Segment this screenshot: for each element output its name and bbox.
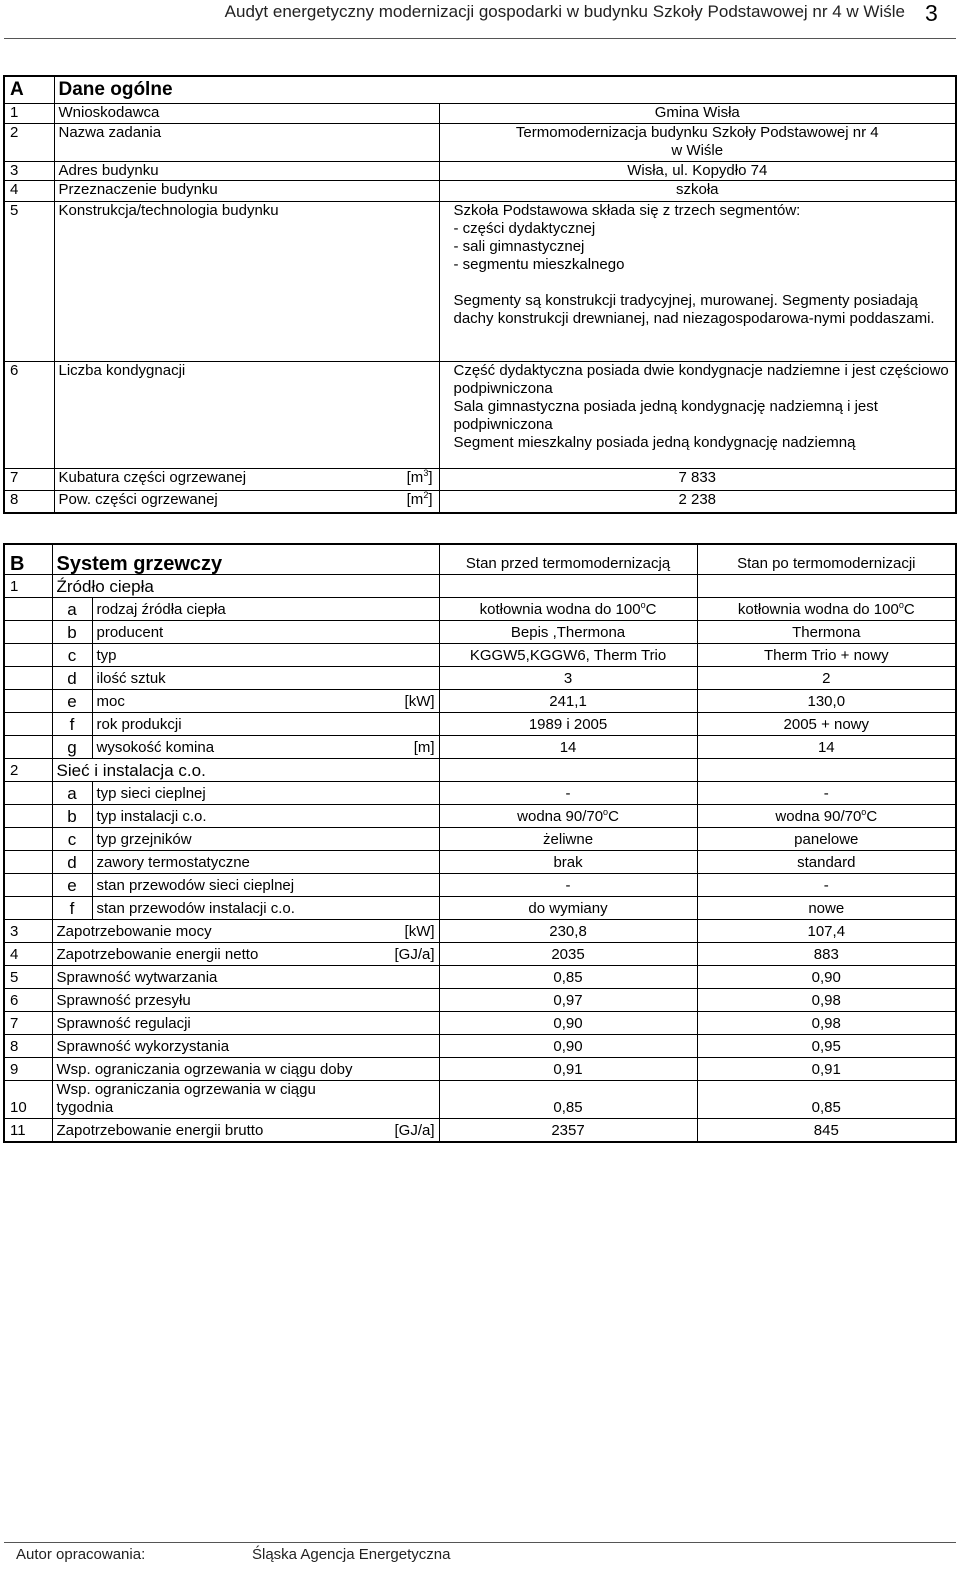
row-label (54, 491, 439, 513)
row-unit (407, 491, 435, 509)
sub-letter: g (52, 736, 92, 759)
group-number: 2 (4, 759, 52, 782)
value-before-text: żeliwne (543, 831, 594, 848)
value-before (439, 1012, 697, 1035)
row-number: 9 (4, 1058, 52, 1081)
value-after-text: Therm Trio + nowy (763, 647, 889, 664)
value-before-text: 2035 (551, 946, 585, 963)
row-unit (357, 1035, 439, 1058)
row-label (54, 162, 439, 181)
row-label: Sprawność przesyłu (52, 989, 357, 1012)
value-before-text: 3 (563, 670, 573, 687)
row-number: 7 (4, 1012, 52, 1035)
value-before (439, 713, 697, 736)
value-after (697, 1012, 956, 1035)
row-number: 6 (4, 989, 52, 1012)
empty-cell (4, 874, 52, 897)
sub-unit (357, 782, 439, 805)
degree-sign: o (898, 600, 904, 610)
sub-label: moc (92, 690, 357, 713)
row-label-text: Przeznaczenie budynku (58, 181, 218, 198)
summary-row (4, 966, 956, 989)
summary-row (4, 1081, 956, 1119)
unit-suffix: C (903, 601, 915, 618)
value-after-text: standard (797, 854, 856, 871)
row-unit (357, 1081, 439, 1119)
sub-row (4, 667, 956, 690)
sub-row (4, 690, 956, 713)
row-label-text: Adres budynku (58, 162, 159, 179)
row-value: 7 833 (439, 469, 956, 491)
value-before-text: 241,1 (549, 693, 587, 710)
empty-cell (4, 828, 52, 851)
page-number: 3 (925, 0, 938, 26)
row-value: Szkoła Podstawowa składa się z trzech segmentów: - części dydaktycznej - sali gimnastycznej - segmentu mieszkalnego Segmenty są konstrukcji tradycyjnej, murowanej. Segmenty posiadają dachy konstrukcji drewnianej, nad niezagospodarowa-nymi poddaszami. (439, 202, 956, 362)
value-after (697, 828, 956, 851)
value-before (439, 966, 697, 989)
value-before-text: 230,8 (549, 923, 587, 940)
row-label (54, 202, 439, 362)
value-before (439, 897, 697, 920)
general-row (4, 181, 956, 202)
row-number: 4 (4, 943, 52, 966)
value-after-text: 0,98 (811, 992, 841, 1009)
section-a-letter: A (4, 76, 54, 104)
row-number: 3 (4, 920, 52, 943)
row-number: 7 (4, 469, 54, 491)
empty-cell (4, 667, 52, 690)
degree-sign: o (861, 807, 867, 817)
sub-row (4, 828, 956, 851)
sub-row (4, 644, 956, 667)
row-number: 2 (4, 124, 54, 162)
summary-row (4, 1012, 956, 1035)
value-after (697, 598, 956, 621)
value-after-text: 2 (822, 670, 831, 687)
empty-cell (4, 782, 52, 805)
header-divider (4, 38, 956, 39)
value-after (697, 989, 956, 1012)
general-row (4, 162, 956, 181)
sub-letter: a (52, 598, 92, 621)
sub-letter: a (52, 782, 92, 805)
sub-letter: d (52, 667, 92, 690)
unit-end: ] (428, 491, 433, 508)
row-number: 3 (4, 162, 54, 181)
row-number: 10 (4, 1081, 52, 1119)
value-after-text: 0,90 (811, 969, 841, 986)
value-after (697, 690, 956, 713)
row-label (54, 469, 439, 491)
value-before (439, 1058, 697, 1081)
empty-cell (4, 805, 52, 828)
value-after (697, 966, 956, 989)
row-value: Gmina Wisła (439, 104, 956, 124)
row-label-text: Wnioskodawca (58, 104, 160, 121)
row-label (54, 362, 439, 469)
value-after-text: kotłownia wodna do 100 (737, 601, 899, 618)
group-header-row (4, 575, 956, 598)
section-b-letter: B (4, 544, 52, 575)
value-before-text: Bepis ,Thermona (510, 624, 626, 641)
empty-cell (4, 690, 52, 713)
section-a-header (4, 76, 956, 104)
sub-unit (357, 667, 439, 690)
value-before-text: 0,91 (553, 1061, 583, 1078)
general-data-table (3, 75, 957, 514)
value-after (697, 644, 956, 667)
row-number: 11 (4, 1119, 52, 1143)
value-before (439, 1119, 697, 1143)
row-label: Sprawność wytwarzania (52, 966, 357, 989)
unit-end: ] (428, 469, 433, 486)
value-before-text: 0,85 (553, 1099, 583, 1116)
sub-row (4, 598, 956, 621)
value-after (697, 897, 956, 920)
row-label: Zapotrzebowanie energii brutto (52, 1119, 357, 1143)
sub-unit (357, 598, 439, 621)
general-row (4, 104, 956, 124)
summary-row (4, 1119, 956, 1143)
footer-divider (4, 1542, 956, 1543)
summary-row (4, 1035, 956, 1058)
value-before-text: kotłownia wodna do 100 (479, 601, 641, 618)
empty-cell (697, 575, 956, 598)
sub-label: wysokość komina (92, 736, 357, 759)
unit-suffix: C (866, 808, 878, 825)
row-label-text: Kubatura części ogrzewanej (58, 469, 247, 486)
value-after (697, 851, 956, 874)
value-before-text: 1989 i 2005 (528, 716, 608, 733)
summary-row (4, 989, 956, 1012)
value-after (697, 1119, 956, 1143)
row-number: 1 (4, 104, 54, 124)
sub-unit (357, 851, 439, 874)
value-before-text: 14 (559, 739, 577, 756)
value-after (697, 805, 956, 828)
row-number: 4 (4, 181, 54, 202)
value-after-text: Thermona (792, 624, 861, 641)
sub-label: stan przewodów instalacji c.o. (92, 897, 357, 920)
value-after-text: 130,0 (807, 693, 846, 710)
value-after-text: 107,4 (807, 923, 846, 940)
row-label: Sprawność regulacji (52, 1012, 357, 1035)
value-before-text: 2357 (551, 1122, 585, 1139)
sub-letter: e (52, 690, 92, 713)
value-after (697, 782, 956, 805)
value-before (439, 805, 697, 828)
general-row (4, 469, 956, 491)
empty-cell (4, 598, 52, 621)
value-after (697, 874, 956, 897)
row-number: 5 (4, 202, 54, 362)
row-label: Wsp. ograniczania ogrzewania w ciągu tygodnia (52, 1081, 357, 1119)
row-unit: [kW] (357, 920, 439, 943)
value-after-text: 0,85 (811, 1099, 841, 1116)
row-unit (357, 1012, 439, 1035)
sub-label: zawory termostatyczne (92, 851, 357, 874)
sub-letter: c (52, 828, 92, 851)
row-number: 8 (4, 1035, 52, 1058)
value-before (439, 736, 697, 759)
degree-sign: o (640, 600, 646, 610)
sub-label: rok produkcji (92, 713, 357, 736)
row-label-text: Liczba kondygnacji (58, 362, 186, 379)
sub-row (4, 805, 956, 828)
sub-label: typ (92, 644, 357, 667)
group-label: Sieć i instalacja c.o. (52, 759, 439, 782)
group-number: 1 (4, 575, 52, 598)
row-unit (357, 989, 439, 1012)
empty-cell (4, 713, 52, 736)
group-label: Źródło ciepła (52, 575, 439, 598)
value-after (697, 713, 956, 736)
row-label: Wsp. ograniczania ogrzewania w ciągu doby (52, 1058, 357, 1081)
sub-letter: f (52, 713, 92, 736)
value-before (439, 1081, 697, 1119)
row-unit (407, 469, 435, 487)
value-before-text: KGGW5,KGGW6, Therm Trio (469, 647, 667, 664)
row-label (54, 104, 439, 124)
row-label (54, 181, 439, 202)
row-unit (357, 1058, 439, 1081)
general-row (4, 362, 956, 469)
value-after-text: 0,95 (811, 1038, 841, 1055)
value-after-text: 0,91 (811, 1061, 841, 1078)
sub-label: typ instalacji c.o. (92, 805, 357, 828)
summary-row (4, 1058, 956, 1081)
value-before (439, 667, 697, 690)
section-b-header (4, 544, 956, 575)
value-before (439, 851, 697, 874)
value-before-text: 0,97 (553, 992, 583, 1009)
document-title: Audyt energetyczny modernizacji gospodarki w budynku Szkoły Podstawowej nr 4 w Wiśle (224, 2, 905, 21)
footer-author-label: Autor opracowania: (16, 1546, 146, 1563)
summary-row (4, 943, 956, 966)
column-after: Stan po termomodernizacji (697, 544, 956, 575)
sub-row (4, 874, 956, 897)
value-after-text: 883 (813, 946, 839, 963)
value-before (439, 828, 697, 851)
empty-cell (4, 621, 52, 644)
row-number: 5 (4, 966, 52, 989)
sub-unit (357, 621, 439, 644)
row-unit: [GJ/a] (357, 943, 439, 966)
sub-unit: [m] (357, 736, 439, 759)
empty-cell (4, 644, 52, 667)
sub-unit (357, 874, 439, 897)
sub-letter: c (52, 644, 92, 667)
row-value: Część dydaktyczna posiada dwie kondygnacje nadziemne i jest częściowo podpiwniczona Sala gimnastyczna posiada jedną kondygnację nadziemną i jest podpiwniczona Segment mieszkalny posiada jedną kondygnację nadziemną (439, 362, 956, 469)
value-before-text: wodna 90/70 (517, 808, 604, 825)
empty-cell (697, 759, 956, 782)
sub-letter: b (52, 805, 92, 828)
value-before (439, 1035, 697, 1058)
value-before (439, 943, 697, 966)
unit-base: [m (406, 491, 424, 508)
unit-exponent: 2 (423, 490, 429, 500)
sub-label: typ grzejników (92, 828, 357, 851)
value-after (697, 1058, 956, 1081)
general-row (4, 124, 956, 162)
sub-unit (357, 713, 439, 736)
value-after-text: 2005 + nowy (783, 716, 870, 733)
sub-letter: d (52, 851, 92, 874)
sub-label: stan przewodów sieci cieplnej (92, 874, 357, 897)
value-after (697, 1035, 956, 1058)
row-label: Sprawność wykorzystania (52, 1035, 357, 1058)
value-before (439, 920, 697, 943)
value-before-text: do wymiany (528, 900, 608, 917)
group-header-row (4, 759, 956, 782)
page-header (0, 0, 960, 40)
row-unit: [GJ/a] (357, 1119, 439, 1143)
row-number: 6 (4, 362, 54, 469)
column-before: Stan przed termomodernizacją (439, 544, 697, 575)
row-value: Termomodernizacja budynku Szkoły Podstawowej nr 4 w Wiśle (439, 124, 956, 162)
unit-base: [m (406, 469, 424, 486)
unit-exponent: 3 (423, 468, 429, 478)
heating-system-table (3, 543, 957, 1143)
unit-suffix: C (645, 601, 657, 618)
footer-author: Śląska Agencja Energetyczna (252, 1546, 451, 1563)
sub-label: producent (92, 621, 357, 644)
sub-unit (357, 828, 439, 851)
sub-label: rodzaj źródła ciepła (92, 598, 357, 621)
row-label-text: Nazwa zadania (58, 124, 162, 141)
row-label-text: Konstrukcja/technologia budynku (58, 202, 279, 219)
row-value: Wisła, ul. Kopydło 74 (439, 162, 956, 181)
value-after (697, 920, 956, 943)
value-after (697, 943, 956, 966)
sub-unit: [kW] (357, 690, 439, 713)
sub-row (4, 736, 956, 759)
empty-cell (4, 851, 52, 874)
summary-row (4, 920, 956, 943)
unit-suffix: C (608, 808, 619, 825)
value-after-text: 0,98 (811, 1015, 841, 1032)
sub-row (4, 621, 956, 644)
sub-unit (357, 897, 439, 920)
value-after-text: 845 (813, 1122, 839, 1139)
value-before-text: - (565, 877, 571, 894)
sub-unit (357, 644, 439, 667)
value-before-text: 0,90 (553, 1038, 583, 1055)
empty-cell (4, 897, 52, 920)
value-before (439, 874, 697, 897)
sub-label: ilość sztuk (92, 667, 357, 690)
sub-letter: f (52, 897, 92, 920)
row-unit (357, 966, 439, 989)
value-before (439, 989, 697, 1012)
empty-cell (4, 736, 52, 759)
section-b-title: System grzewczy (52, 544, 439, 575)
general-row (4, 491, 956, 513)
degree-sign: o (603, 807, 609, 817)
value-after-text: nowe (808, 900, 845, 917)
sub-label: typ sieci cieplnej (92, 782, 357, 805)
sub-letter: e (52, 874, 92, 897)
value-before-text: 0,85 (553, 969, 583, 986)
value-before-text: 0,90 (553, 1015, 583, 1032)
value-after (697, 1081, 956, 1119)
sub-row (4, 782, 956, 805)
sub-row (4, 713, 956, 736)
value-after (697, 667, 956, 690)
row-label: Zapotrzebowanie mocy (52, 920, 357, 943)
value-after-text: panelowe (794, 831, 859, 848)
empty-cell (439, 575, 697, 598)
sub-unit (357, 805, 439, 828)
general-row (4, 202, 956, 362)
value-after-text: wodna 90/70 (775, 808, 862, 825)
value-after-text: - (823, 877, 829, 894)
row-label (54, 124, 439, 162)
row-label-text: Pow. części ogrzewanej (58, 491, 218, 508)
value-before (439, 782, 697, 805)
sub-row (4, 897, 956, 920)
section-a-title: Dane ogólne (54, 76, 956, 104)
value-before (439, 644, 697, 667)
value-after (697, 736, 956, 759)
value-after (697, 621, 956, 644)
value-before (439, 621, 697, 644)
value-after-text: - (823, 785, 829, 802)
value-after-text: 14 (817, 739, 835, 756)
row-label: Zapotrzebowanie energii netto (52, 943, 357, 966)
value-before-text: brak (553, 854, 583, 871)
sub-letter: b (52, 621, 92, 644)
value-before (439, 598, 697, 621)
value-before (439, 690, 697, 713)
sub-row (4, 851, 956, 874)
value-before-text: - (565, 785, 571, 802)
row-number: 8 (4, 491, 54, 513)
empty-cell (439, 759, 697, 782)
row-value: 2 238 (439, 491, 956, 513)
row-value: szkoła (439, 181, 956, 202)
